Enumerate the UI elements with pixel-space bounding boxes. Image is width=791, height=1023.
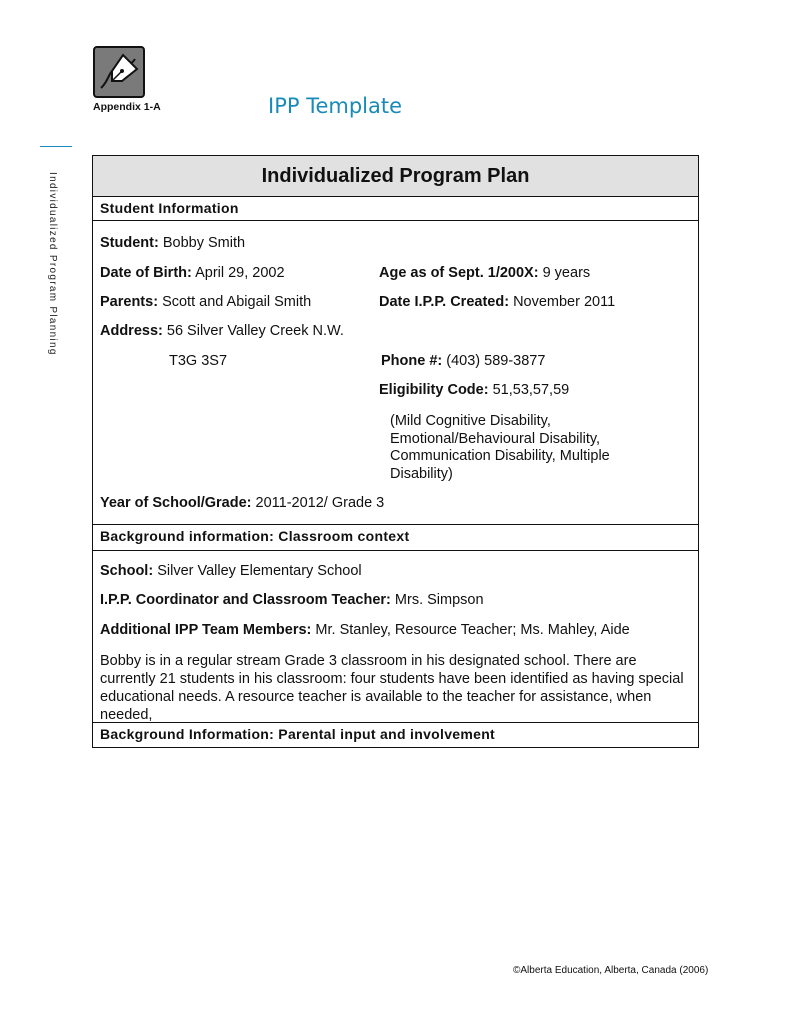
dob-field bbox=[100, 265, 285, 281]
side-label: Individualized Program Planning bbox=[47, 172, 58, 356]
dob-label: Date of Birth: bbox=[100, 265, 192, 281]
form-title: Individualized Program Plan bbox=[93, 156, 698, 197]
ipp-form bbox=[92, 155, 699, 748]
disabilities-list: (Mild Cognitive Disability, Emotional/Behavioural Disability, Communication Disability, Multiple Disability) bbox=[390, 413, 610, 482]
age-value: 9 years bbox=[542, 265, 591, 281]
parental-input-heading: Background Information: Parental input and involvement bbox=[93, 722, 698, 748]
dob-value: April 29, 2002 bbox=[195, 265, 285, 281]
ipp-created-field bbox=[379, 294, 615, 310]
school-label: School: bbox=[100, 563, 154, 579]
eligibility-value: 51,53,57,59 bbox=[492, 382, 570, 398]
phone-value: (403) 589-3877 bbox=[446, 353, 546, 369]
student-value: Bobby Smith bbox=[162, 235, 246, 251]
student-label: Student: bbox=[100, 235, 159, 251]
school-value: Silver Valley Elementary School bbox=[157, 563, 362, 579]
address-line2: T3G 3S7 bbox=[169, 353, 228, 369]
parents-label: Parents: bbox=[100, 294, 159, 310]
address-field bbox=[100, 323, 344, 339]
page-title: IPP Template bbox=[268, 94, 403, 118]
team-label: Additional IPP Team Members: bbox=[100, 622, 312, 638]
ipp-created-value: November 2011 bbox=[513, 294, 616, 310]
coordinator-value: Mrs. Simpson bbox=[394, 592, 484, 608]
ipp-created-label: Date I.P.P. Created: bbox=[379, 294, 510, 310]
phone-label: Phone #: bbox=[381, 353, 443, 369]
address-label: Address: bbox=[100, 323, 163, 339]
coordinator-label: I.P.P. Coordinator and Classroom Teacher: bbox=[100, 592, 391, 608]
appendix-label: Appendix 1-A bbox=[93, 101, 161, 113]
coordinator-field bbox=[100, 592, 484, 608]
side-divider bbox=[40, 146, 72, 147]
eligibility-field bbox=[379, 382, 569, 398]
team-field bbox=[100, 622, 630, 638]
parents-value: Scott and Abigail Smith bbox=[162, 294, 312, 310]
age-label: Age as of Sept. 1/200X: bbox=[379, 265, 539, 281]
copyright: ©Alberta Education, Alberta, Canada (2006) bbox=[513, 965, 709, 976]
classroom-description: Bobby is in a regular stream Grade 3 classroom in his designated school. There are currently 21 students in his classroom: four students have been identified as having special educational needs. A resource teacher is available to the teacher for assistance, when needed, bbox=[100, 653, 684, 723]
grade-field bbox=[100, 495, 384, 511]
eligibility-label: Eligibility Code: bbox=[379, 382, 489, 398]
phone-field bbox=[381, 353, 545, 369]
student-field bbox=[100, 235, 245, 251]
classroom-context-heading: Background information: Classroom context bbox=[93, 524, 698, 551]
team-value: Mr. Stanley, Resource Teacher; Ms. Mahley, Aide bbox=[315, 622, 630, 638]
grade-value: 2011-2012/ Grade 3 bbox=[255, 495, 385, 511]
address-line1: 56 Silver Valley Creek N.W. bbox=[166, 323, 344, 339]
age-field bbox=[379, 265, 590, 281]
parents-field bbox=[100, 294, 311, 310]
student-info-heading: Student Information bbox=[93, 196, 698, 221]
school-field bbox=[100, 563, 362, 579]
grade-label: Year of School/Grade: bbox=[100, 495, 252, 511]
pen-nib-icon bbox=[93, 46, 145, 98]
